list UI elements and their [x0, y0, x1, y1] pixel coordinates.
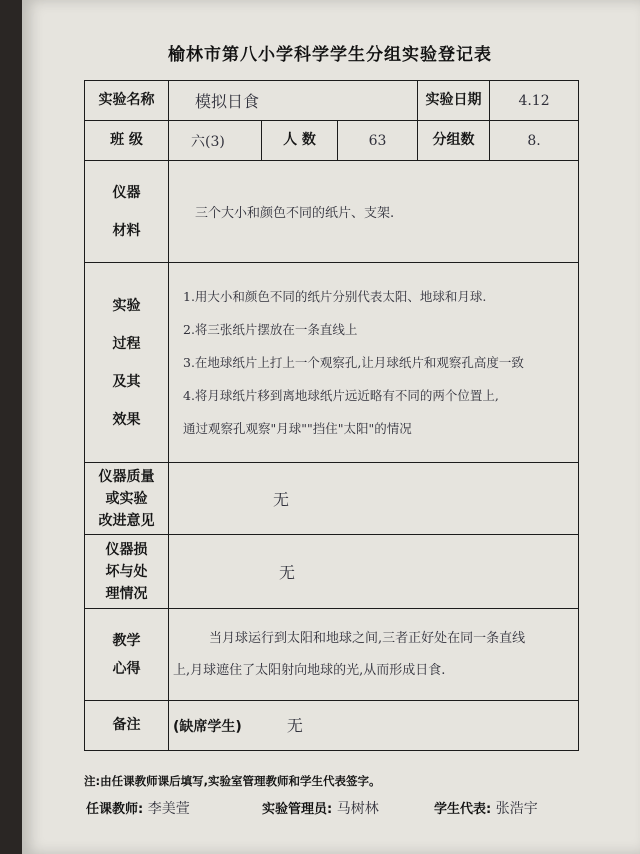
value-headcount: 63 — [338, 121, 418, 161]
value-apparatus: 三个大小和颜色不同的纸片、支架. — [169, 161, 579, 263]
process-step-5: 通过观察孔观察"月球""挡住"太阳"的情况 — [183, 421, 412, 436]
row-process — [85, 263, 579, 463]
label-headcount: 人 数 — [262, 121, 338, 161]
label-experiment-date: 实验日期 — [418, 81, 490, 121]
teacher-label: 任课教师: — [86, 802, 144, 817]
label-experiment-name: 实验名称 — [85, 81, 169, 121]
row-remarks — [85, 701, 579, 751]
lab-manager-label: 实验管理员: — [262, 802, 333, 817]
row-damage — [85, 535, 579, 609]
process-step-2: 2.将三张纸片摆放在一条直线上 — [183, 322, 358, 337]
lab-manager-signature — [262, 798, 379, 818]
process-step-1: 1.用大小和颜色不同的纸片分别代表太阳、地球和月球. — [183, 289, 487, 304]
row-experiment-name — [85, 81, 579, 121]
reflection-line-2: 上,月球遮住了太阳射向地球的光,从而形成日食. — [173, 662, 446, 678]
value-group-count: 8. — [490, 121, 579, 161]
label-process: 实验 过程 及其 效果 — [85, 263, 169, 463]
teacher-name: 李美萱 — [147, 801, 190, 817]
row-class-info — [85, 121, 579, 161]
value-process — [169, 263, 579, 463]
process-step-4: 4.将月球纸片移到离地球纸片远近略有不同的两个位置上, — [183, 388, 499, 403]
value-class: 六(3) — [169, 121, 262, 161]
label-damage: 仪器损 坏与处 理情况 — [85, 535, 169, 609]
value-damage: 无 — [169, 535, 579, 609]
teacher-signature — [86, 798, 190, 818]
student-rep-label: 学生代表: — [434, 802, 492, 817]
row-quality — [85, 463, 579, 535]
student-rep-name: 张浩宇 — [495, 801, 538, 817]
value-reflection — [169, 609, 579, 701]
reflection-line-1: 当月球运行到太阳和地球之间,三者正好处在同一条直线 — [209, 630, 526, 646]
footer-note: 注:由任课教师课后填写,实验室管理教师和学生代表签字。 — [84, 774, 381, 788]
label-class: 班 级 — [85, 121, 169, 161]
label-remarks: 备注 — [85, 701, 169, 751]
value-absent-students: 无 — [286, 716, 303, 735]
label-quality: 仪器质量 或实验 改进意见 — [85, 463, 169, 535]
form-title: 榆林市第八小学科学学生分组实验登记表 — [168, 45, 492, 65]
label-absent-students: (缺席学生) — [173, 719, 242, 735]
value-remarks — [169, 701, 579, 751]
value-quality: 无 — [169, 463, 579, 535]
label-group-count: 分组数 — [418, 121, 490, 161]
label-apparatus: 仪器 材料 — [85, 161, 169, 263]
registration-table — [84, 80, 579, 751]
lab-manager-name: 马树林 — [336, 801, 379, 817]
label-reflection: 教学 心得 — [85, 609, 169, 701]
value-experiment-date: 4.12 — [490, 81, 579, 121]
row-reflection — [85, 609, 579, 701]
student-rep-signature — [434, 798, 538, 818]
value-experiment-name: 模拟日食 — [169, 81, 418, 121]
row-apparatus — [85, 161, 579, 263]
process-step-3: 3.在地球纸片上打上一个观察孔,让月球纸片和观察孔高度一致 — [183, 355, 524, 370]
